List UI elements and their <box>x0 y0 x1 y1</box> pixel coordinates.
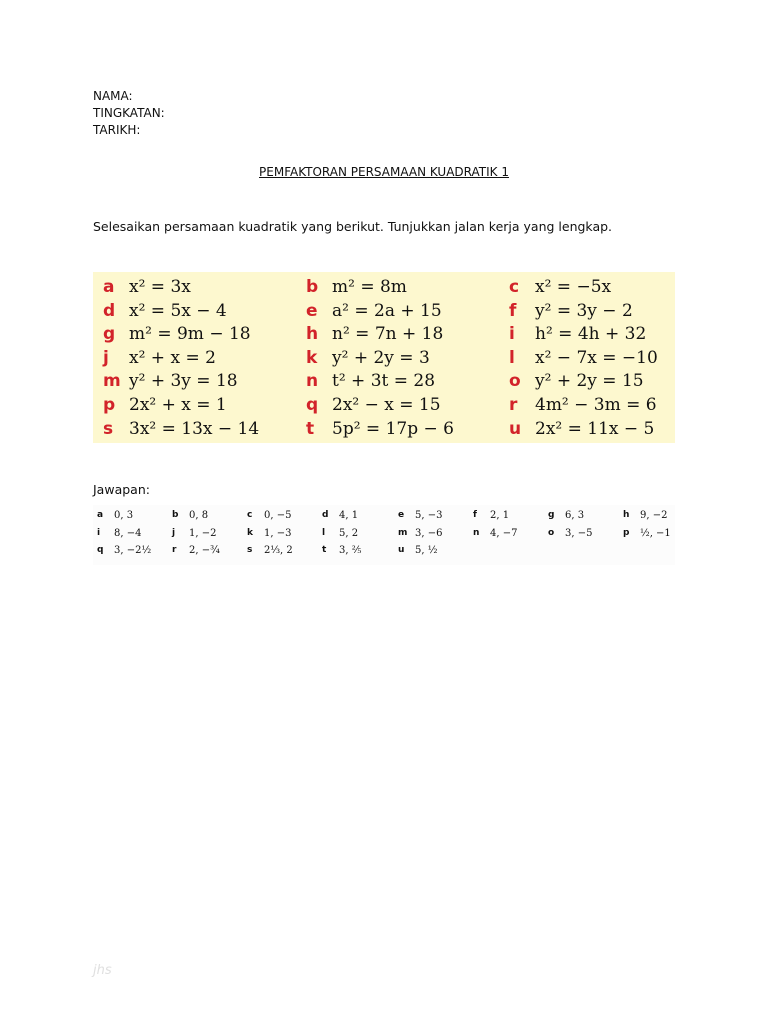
question-letter: n <box>306 371 319 392</box>
question-equation: 3x² = 13x − 14 <box>129 418 260 439</box>
question-equation: y² + 2y = 15 <box>535 371 644 392</box>
question-letter: b <box>306 277 319 297</box>
instruction-text: Selesaikan persamaan kuadratik yang berikut. Tunjukkan jalan kerja yang lengkap. <box>93 219 613 234</box>
answer-letter: c <box>247 510 253 520</box>
answer-value: 5, −3 <box>415 510 443 521</box>
answer-letter: j <box>172 527 176 538</box>
question-letter: k <box>306 347 318 368</box>
question-equation: n² = 7n + 18 <box>332 324 444 345</box>
worksheet-title: PEMFAKTORAN PERSAMAAN KUADRATIK 1 <box>259 165 509 179</box>
question-equation: x² = 3x <box>129 277 191 297</box>
question-equation: 2x² − x = 15 <box>332 395 441 415</box>
answer-value: 3, −5 <box>565 527 593 539</box>
question-equation: y² + 3y = 18 <box>129 371 238 392</box>
answer-letter: b <box>172 510 179 520</box>
question-equation: 4m² − 3m = 6 <box>535 395 657 415</box>
question-letter: j <box>103 347 109 368</box>
question-equation: a² = 2a + 15 <box>332 300 442 321</box>
question-equation: x² = −5x <box>535 277 612 297</box>
answer-letter: g <box>548 510 555 520</box>
watermark-text: jhs <box>93 963 112 978</box>
answer-value: 3, ⅖ <box>339 545 362 556</box>
question-equation: y² + 2y = 3 <box>332 347 430 368</box>
answer-letter: q <box>97 545 104 555</box>
question-letter: l <box>509 347 515 368</box>
answer-letter: i <box>97 527 101 538</box>
answer-value: 5, ½ <box>415 545 438 556</box>
answer-letter: u <box>398 545 405 555</box>
answer-letter: o <box>548 527 555 538</box>
question-letter: q <box>306 395 319 415</box>
answer-letter: s <box>247 545 253 555</box>
question-letter: o <box>509 371 521 392</box>
answer-value: 5, 2 <box>339 527 359 539</box>
answer-letter: l <box>322 527 326 538</box>
answers-label: Jawapan: <box>93 482 150 497</box>
question-letter: f <box>509 300 517 321</box>
tarikh-label: TARIKH: <box>93 123 141 137</box>
tingkatan-label: TINGKATAN: <box>93 106 165 120</box>
answer-value: 4, 1 <box>339 510 359 521</box>
question-equation: x² = 5x − 4 <box>129 300 227 321</box>
answer-letter: d <box>322 510 329 520</box>
question-equation: x² − 7x = −10 <box>535 347 658 368</box>
answer-value: 8, −4 <box>114 527 142 539</box>
nama-label: NAMA: <box>93 89 133 103</box>
answer-value: 1, −3 <box>264 527 292 539</box>
question-letter: p <box>103 395 116 415</box>
question-letter: t <box>306 418 315 439</box>
answer-value: 0, 8 <box>189 510 209 521</box>
answer-value: 2, 1 <box>490 510 510 521</box>
student-info-header <box>93 88 165 139</box>
answer-letter: r <box>172 545 177 555</box>
answer-value: ½, −1 <box>640 527 671 539</box>
answer-letter: n <box>473 527 480 538</box>
question-equation: h² = 4h + 32 <box>535 324 647 345</box>
question-letter: m <box>103 371 121 392</box>
answer-value: 4, −7 <box>490 527 518 539</box>
answer-value: 0, 3 <box>114 510 134 521</box>
question-letter: c <box>509 277 520 297</box>
answer-value: 0, −5 <box>264 510 292 521</box>
question-letter: a <box>103 277 115 297</box>
answer-letter: t <box>322 545 327 555</box>
answer-letter: m <box>398 527 408 538</box>
question-equation: y² = 3y − 2 <box>535 300 633 321</box>
answer-value: 6, 3 <box>565 510 585 521</box>
question-equation: m² = 8m <box>332 277 407 297</box>
answer-letter: f <box>473 510 477 520</box>
answer-value: 2⅓, 2 <box>264 545 293 556</box>
question-letter: i <box>509 324 515 345</box>
answer-letter: e <box>398 510 405 520</box>
question-letter: r <box>509 395 518 415</box>
question-equation: x² + x = 2 <box>129 347 216 368</box>
answers-box <box>93 505 675 565</box>
questions-box <box>93 272 675 443</box>
question-equation: 2x² + x = 1 <box>129 395 227 415</box>
question-letter: d <box>103 300 116 321</box>
question-letter: g <box>103 324 116 345</box>
question-letter: u <box>509 418 522 439</box>
question-equation: t² + 3t = 28 <box>332 371 436 392</box>
answer-value: 9, −2 <box>640 510 668 521</box>
answer-letter: k <box>247 527 253 538</box>
question-letter: e <box>306 300 318 321</box>
answer-value: 1, −2 <box>189 527 217 539</box>
answer-value: 2, −¾ <box>189 545 220 556</box>
answer-letter: a <box>97 510 104 520</box>
answer-letter: h <box>623 510 630 520</box>
question-equation: m² = 9m − 18 <box>129 324 251 345</box>
answer-value: 3, −2½ <box>114 545 152 556</box>
question-equation: 5p² = 17p − 6 <box>332 418 454 439</box>
answer-letter: p <box>623 527 630 538</box>
question-letter: h <box>306 324 319 345</box>
answer-value: 3, −6 <box>415 527 443 539</box>
question-letter: s <box>103 418 114 439</box>
question-equation: 2x² = 11x − 5 <box>535 418 655 439</box>
